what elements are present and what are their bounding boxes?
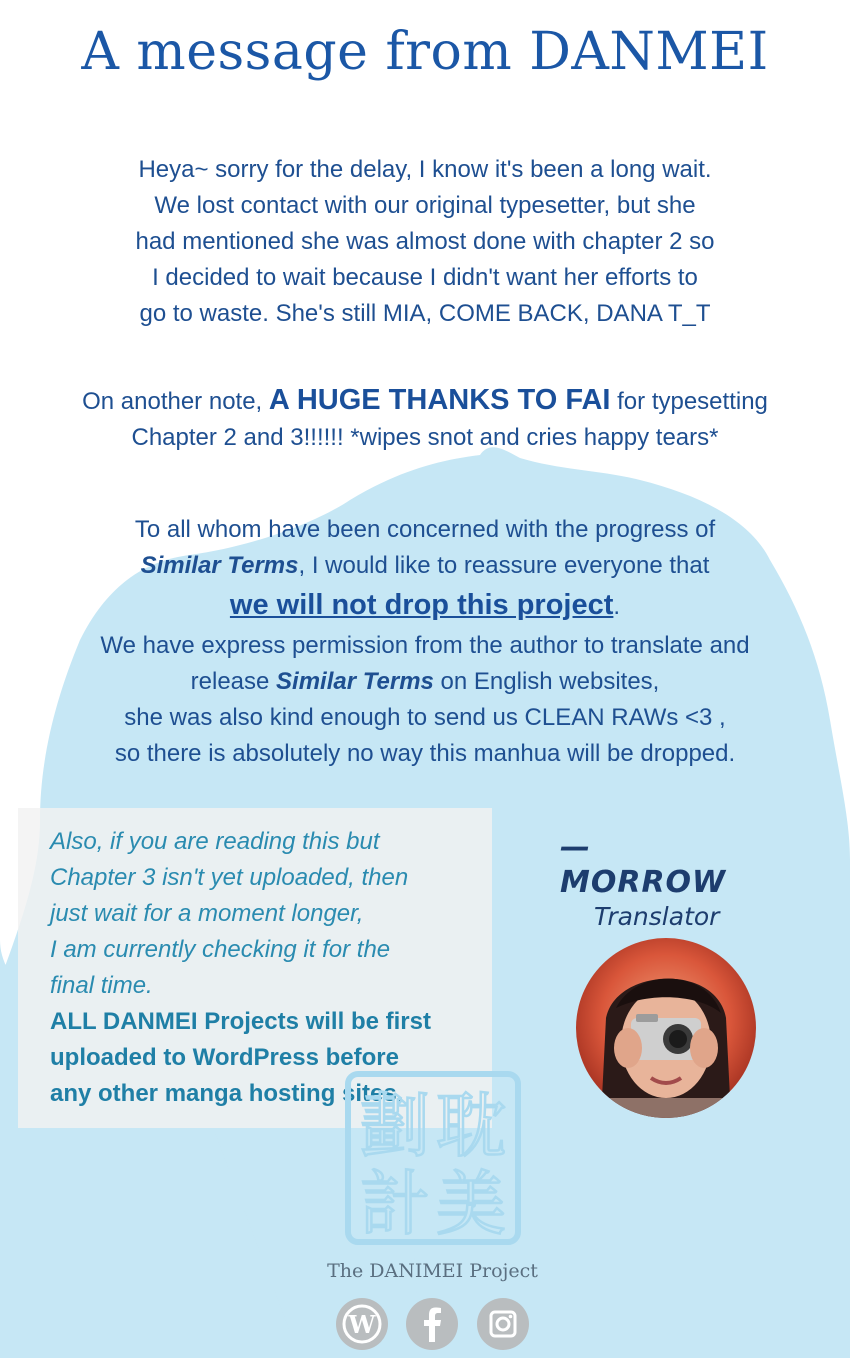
period: .: [613, 593, 621, 620]
paragraph-line: We have express permission from the author to translate and: [100, 632, 750, 659]
no-drop-line: [20, 584, 830, 628]
paragraph-line: [20, 664, 830, 700]
thanks-suffix: for typesetting: [610, 388, 768, 415]
note-line: Chapter 3 isn't yet uploaded, then: [50, 864, 409, 891]
paragraph-line: We lost contact with our original typesetter, but she: [154, 192, 696, 219]
signature-role: Translator: [594, 902, 720, 931]
facebook-icon: [406, 1298, 458, 1350]
thanks-line-2: Chapter 2 and 3!!!!!! *wipes snot and cries happy tears*: [131, 424, 719, 451]
signature: [560, 830, 750, 931]
wordpress-icon: [336, 1298, 388, 1350]
line-post: on English websites,: [433, 668, 660, 695]
translator-avatar: [576, 938, 756, 1118]
svg-text:劃: 劃: [360, 1085, 430, 1167]
note-bold-line: uploaded to WordPress before: [50, 1044, 399, 1071]
paragraph-line: I decided to wait because I didn't want her efforts to: [152, 264, 698, 291]
svg-text:耽: 耽: [436, 1085, 506, 1167]
apology-paragraph: [20, 152, 830, 332]
svg-text:W: W: [348, 1310, 376, 1339]
note-line: just wait for a moment longer,: [50, 900, 364, 927]
note-line: I am currently checking it for the: [50, 936, 391, 963]
paragraph-line: go to waste. She's still MIA, COME BACK, DANA T_T: [139, 300, 711, 327]
note-line: Also, if you are reading this but: [50, 828, 380, 855]
svg-text:計: 計: [360, 1163, 430, 1245]
series-title: Similar Terms: [276, 668, 434, 695]
danmei-seal-logo: [344, 1070, 522, 1246]
line-pre: release: [190, 668, 277, 695]
thanks-line: [20, 382, 830, 420]
paragraph-line: so there is absolutely no way this manhua will be dropped.: [114, 740, 736, 767]
paragraph-line: [20, 548, 830, 584]
instagram-icon: [477, 1298, 529, 1350]
instagram-link[interactable]: [477, 1298, 529, 1350]
page-title: A message from DANMEI: [81, 22, 769, 82]
wordpress-link[interactable]: [336, 1298, 388, 1350]
thanks-highlight: A HUGE THANKS TO FAI: [268, 384, 611, 416]
note-bold-line: ALL DANMEI Projects will be first: [50, 1008, 431, 1035]
series-title: Similar Terms: [140, 552, 299, 579]
line-rest: , I would like to reassure everyone that: [298, 552, 710, 579]
reassurance-paragraph: [20, 512, 830, 772]
note-bold-line: any other manga hosting sites.: [50, 1080, 404, 1107]
paragraph-line: To all whom have been concerned with the progress of: [134, 516, 716, 543]
note-line: final time.: [50, 972, 153, 999]
project-name: The DANIMEI Project: [327, 1260, 538, 1282]
thanks-paragraph: [20, 382, 830, 456]
paragraph-line: she was also kind enough to send us CLEAN RAWs <3 ,: [124, 704, 726, 731]
upload-note: [50, 824, 490, 1112]
no-drop-statement: we will not drop this project: [229, 589, 614, 621]
paragraph-line: had mentioned she was almost done with chapter 2 so: [135, 228, 715, 255]
thanks-prefix: On another note,: [82, 388, 269, 415]
svg-text:美: 美: [436, 1163, 506, 1245]
facebook-link[interactable]: [406, 1298, 458, 1350]
signature-name: —MORROW: [560, 830, 727, 900]
paragraph-line: Heya~ sorry for the delay, I know it's been a long wait.: [138, 156, 712, 183]
